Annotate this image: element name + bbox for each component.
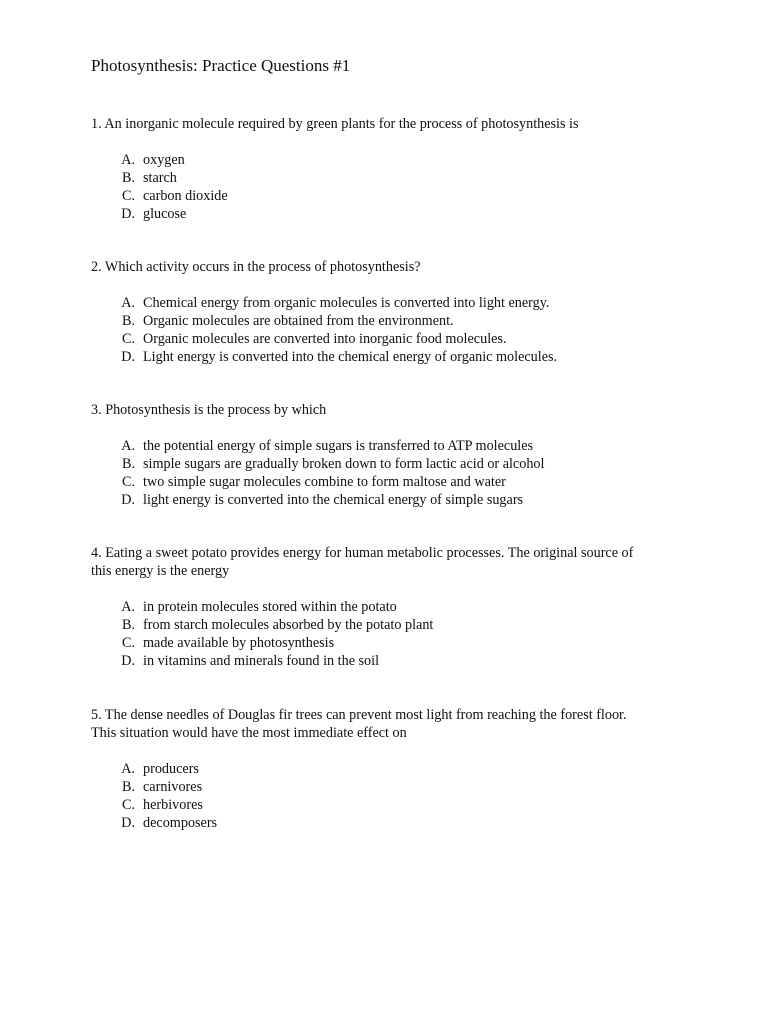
question-prompt — [91, 706, 691, 742]
answer-option — [91, 616, 691, 634]
answer-option — [91, 778, 691, 796]
option-text: light energy is converted into the chemical energy of simple sugars — [143, 492, 524, 508]
option-letter: A. — [121, 152, 135, 168]
option-letter: B. — [121, 456, 135, 472]
question-1 — [91, 115, 691, 223]
answer-option — [91, 294, 691, 312]
answer-option — [91, 760, 691, 778]
option-text: herbivores — [143, 797, 203, 813]
answer-option — [91, 652, 691, 670]
question-prompt-line: This situation would have the most immediate effect on — [91, 725, 407, 741]
option-letter: B. — [121, 617, 135, 633]
question-prompt — [91, 115, 691, 133]
option-letter: D. — [121, 815, 135, 831]
question-prompt-line: this energy is the energy — [91, 563, 230, 579]
option-text: Organic molecules are obtained from the environment. — [143, 313, 454, 329]
option-letter: B. — [121, 313, 135, 329]
option-letter: B. — [121, 170, 135, 186]
answer-option — [91, 634, 691, 652]
answer-option — [91, 169, 691, 187]
question-prompt — [91, 401, 691, 419]
option-text: Organic molecules are converted into inorganic food molecules. — [143, 331, 507, 347]
option-letter: C. — [121, 797, 135, 813]
answer-options — [91, 294, 691, 366]
option-text: in protein molecules stored within the potato — [143, 599, 397, 615]
answer-option — [91, 455, 691, 473]
option-text: made available by photosynthesis — [143, 635, 335, 651]
answer-option — [91, 473, 691, 491]
answer-option — [91, 330, 691, 348]
answer-option — [91, 151, 691, 169]
question-prompt — [91, 544, 691, 580]
question-prompt-line: 2. Which activity occurs in the process of photosynthesis? — [91, 259, 421, 275]
answer-options — [91, 598, 691, 670]
option-text: Light energy is converted into the chemical energy of organic molecules. — [143, 349, 558, 365]
option-letter: C. — [121, 331, 135, 347]
question-prompt-line: 4. Eating a sweet potato provides energy for human metabolic processes. The original source of — [91, 545, 634, 561]
question-prompt-line: 1. An inorganic molecule required by green plants for the process of photosynthesis is — [91, 116, 579, 132]
option-text: the potential energy of simple sugars is transferred to ATP molecules — [143, 438, 534, 454]
option-letter: D. — [121, 492, 135, 508]
option-text: glucose — [143, 206, 187, 222]
option-letter: C. — [121, 188, 135, 204]
answer-option — [91, 491, 691, 509]
option-text: oxygen — [143, 152, 185, 168]
option-letter: A. — [121, 761, 135, 777]
option-letter: D. — [121, 653, 135, 669]
option-text: Chemical energy from organic molecules is converted into light energy. — [143, 295, 550, 311]
option-letter: B. — [121, 779, 135, 795]
question-4 — [91, 544, 691, 670]
answer-option — [91, 348, 691, 366]
answer-option — [91, 796, 691, 814]
answer-option — [91, 205, 691, 223]
answer-option — [91, 437, 691, 455]
option-letter: C. — [121, 474, 135, 490]
answer-options — [91, 760, 691, 832]
option-text: starch — [143, 170, 177, 186]
question-5 — [91, 706, 691, 832]
option-text: from starch molecules absorbed by the potato plant — [143, 617, 434, 633]
question-prompt-line: 5. The dense needles of Douglas fir trees can prevent most light from reaching the forest floor. — [91, 707, 627, 723]
option-letter: A. — [121, 599, 135, 615]
answer-options — [91, 151, 691, 223]
answer-option — [91, 312, 691, 330]
option-text: decomposers — [143, 815, 218, 831]
option-text: two simple sugar molecules combine to form maltose and water — [143, 474, 506, 490]
question-prompt — [91, 258, 691, 276]
question-3 — [91, 401, 691, 509]
option-letter: D. — [121, 206, 135, 222]
option-letter: A. — [121, 438, 135, 454]
answer-option — [91, 187, 691, 205]
option-text: carbon dioxide — [143, 188, 228, 204]
option-text: carnivores — [143, 779, 203, 795]
question-2 — [91, 258, 691, 366]
page-title: Photosynthesis: Practice Questions #1 — [91, 56, 351, 75]
option-text: simple sugars are gradually broken down to form lactic acid or alcohol — [143, 456, 545, 472]
option-letter: C. — [121, 635, 135, 651]
answer-option — [91, 598, 691, 616]
question-prompt-line: 3. Photosynthesis is the process by which — [91, 402, 327, 418]
option-text: in vitamins and minerals found in the soil — [143, 653, 380, 669]
answer-options — [91, 437, 691, 509]
answer-option — [91, 814, 691, 832]
option-text: producers — [143, 761, 199, 777]
option-letter: A. — [121, 295, 135, 311]
option-letter: D. — [121, 349, 135, 365]
